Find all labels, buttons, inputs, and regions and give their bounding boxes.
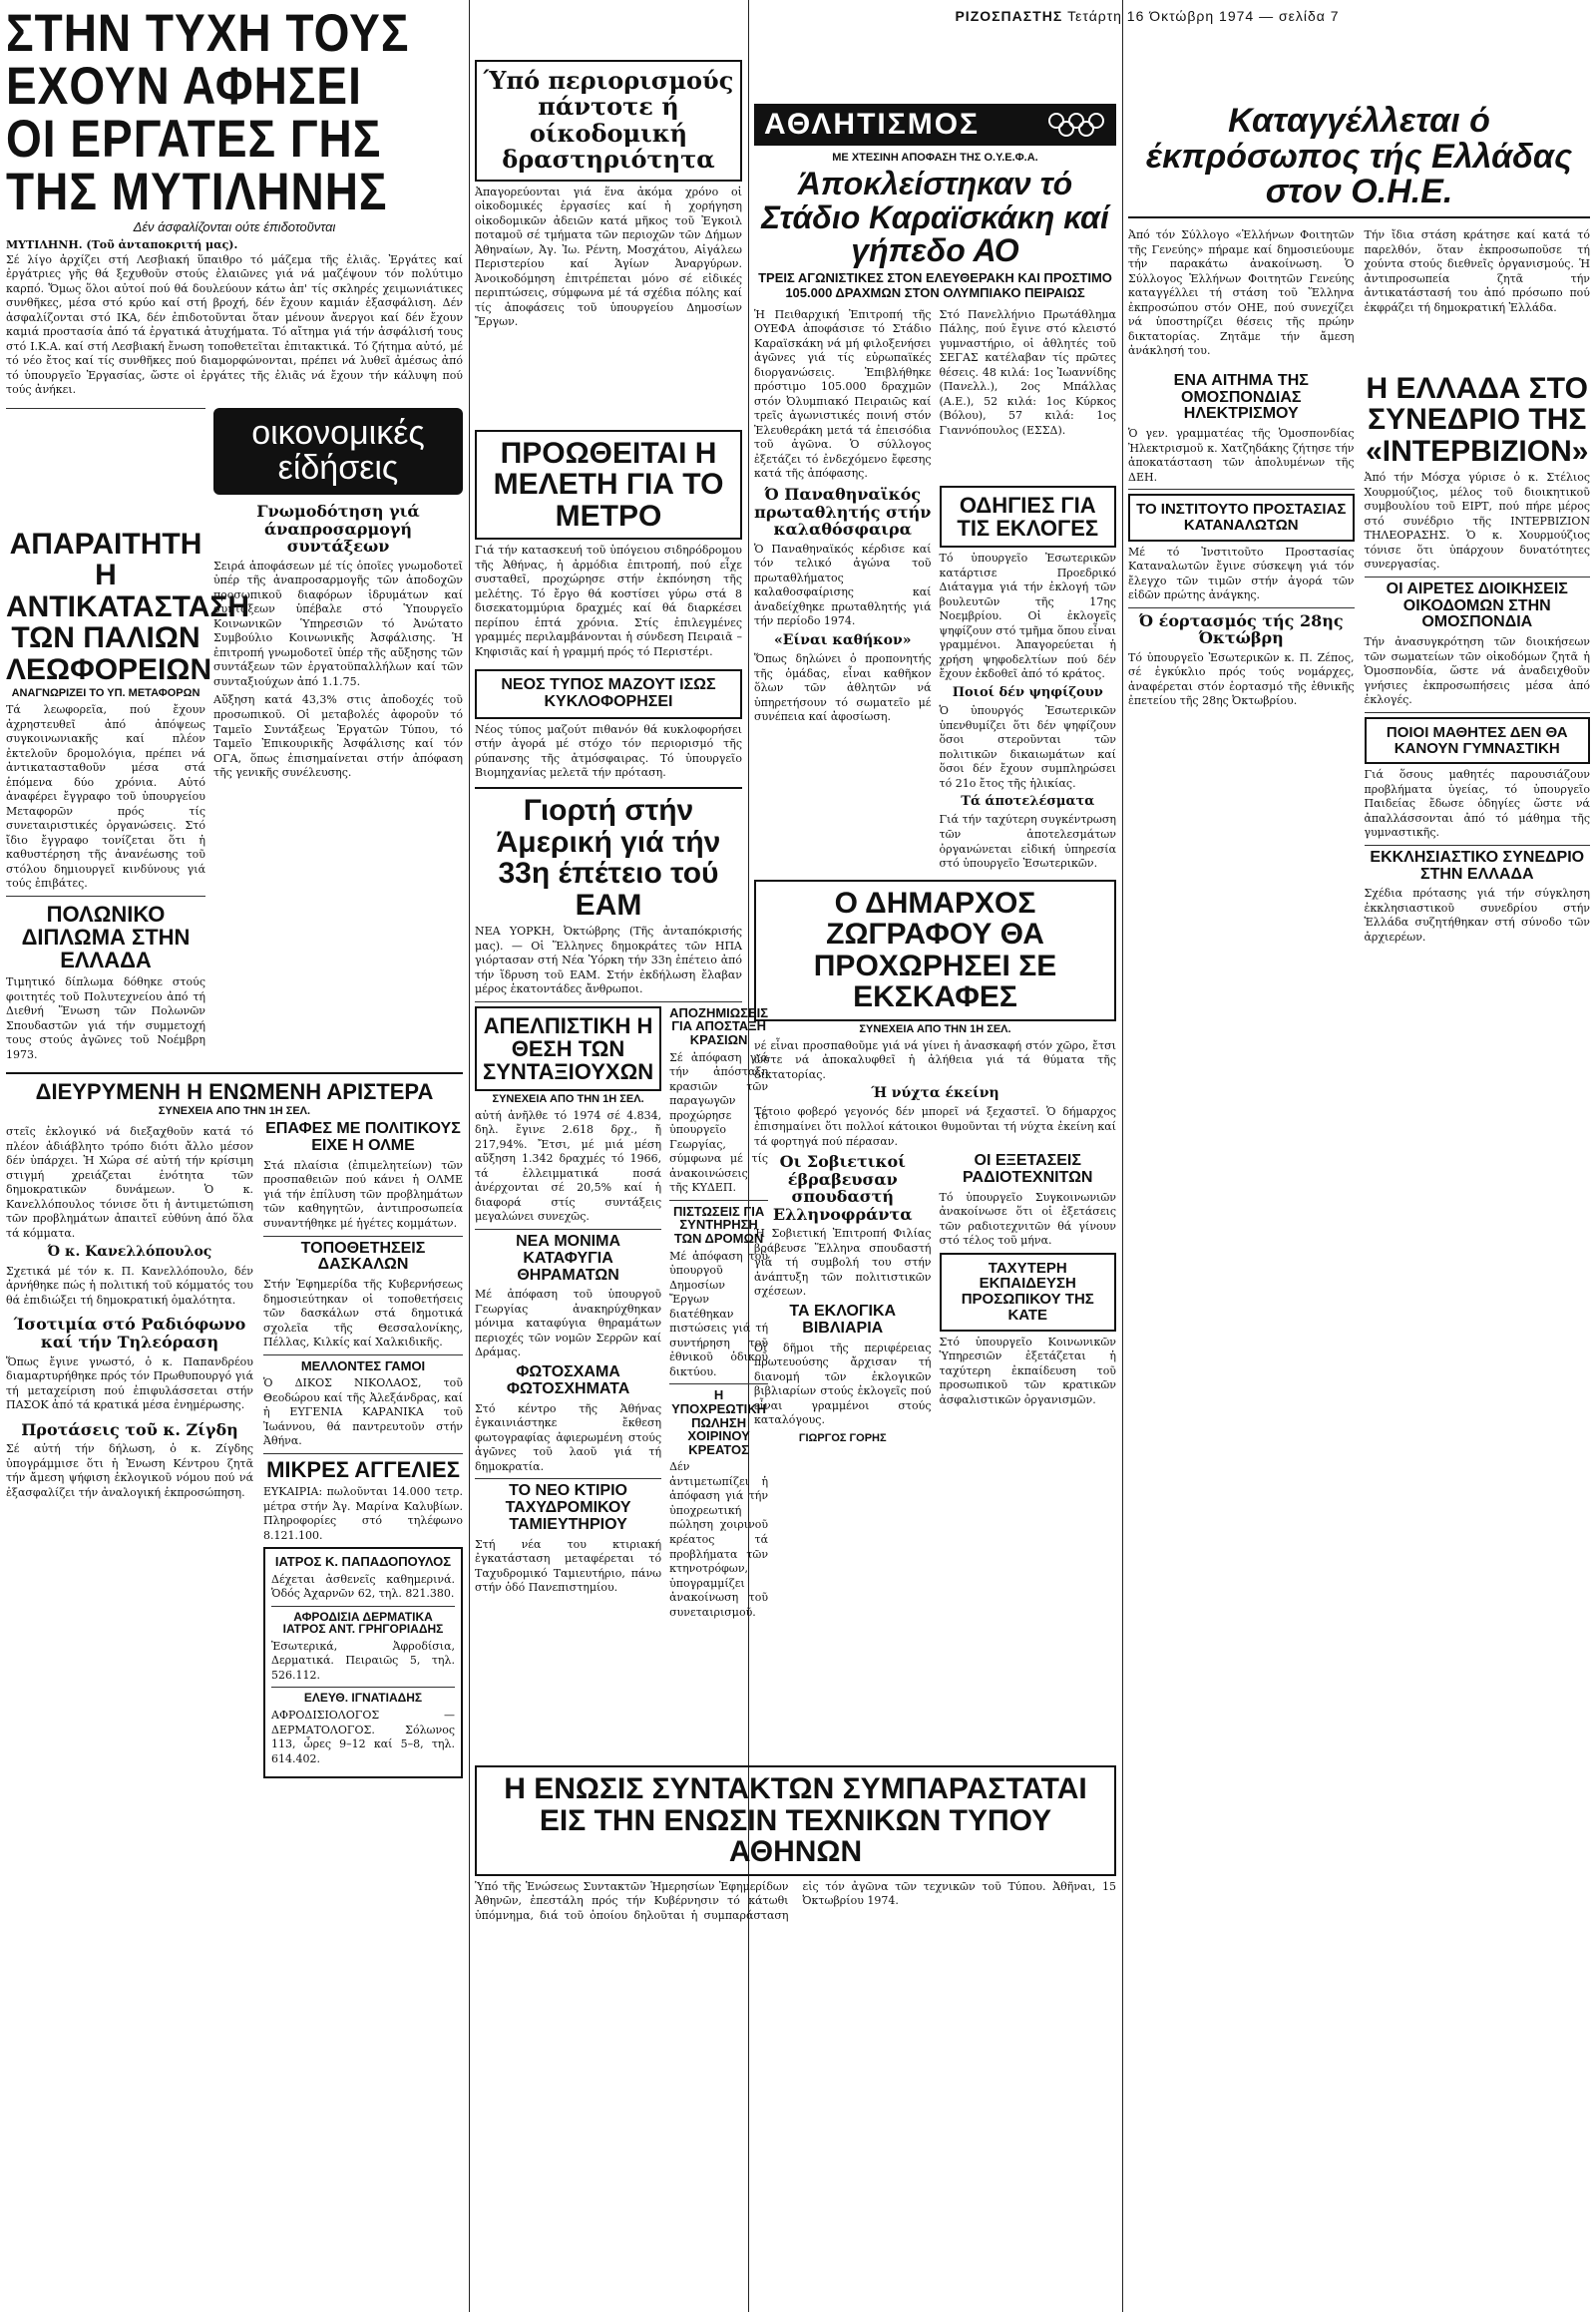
teachers-headline: ΤΟΠΟΘΕΤΗΣΕΙΣ ΔΑΣΚΑΛΩΝ <box>300 1239 426 1274</box>
zigdis-headline: Προτάσεις τοῦ κ. Ζίγδη <box>21 1419 238 1439</box>
soviet-body: Ἡ Σοβιετική Ἐπιτροπή Φιλίας βράβευσε Ἕλληνα σπουδαστή γιά τή συμβολή του στήν ἀνάπτυξη τῶν πολιτιστικῶν σχέσεων. <box>754 1227 932 1299</box>
econ-body-2: Αὔξηση κατά 43,3% στις ἀποδοχές τοῦ προσωπικοῦ. Οἱ μεταβολές ἀφοροῦν τό Ταμεῖο Συντάξεως Ἐργατῶν Τύπου, τό Ταμεῖο Ἐπικουρικῆς Ἀσφάλισης καί τόν ΟΓΑ, ὅπως ἐπισημαίνεται στήν ἀπόφαση τῆς γενικῆς συνέλευσης. <box>213 693 463 780</box>
sports-subhead: ΤΡΕΙΣ ΑΓΩΝΙΣΤΙΚΕΣ ΣΤΟΝ ΕΛΕΥΘΕΡΑΚΗ ΚΑΙ ΠΡΟΣΤΙΜΟ 105.000 ΔΡΑΧΜΩΝ ΣΤΟΝ ΟΛΥΜΠΙΑΚΟ ΠΕΙΡΑΙΩΣ <box>758 269 1112 300</box>
elections-headline: ΟΔΗΓΙΕΣ ΓΙΑ ΤΙΣ ΕΚΛΟΓΕΣ <box>957 492 1099 542</box>
elections-who-vote: Ποιοί δέν ψηφίζουν <box>952 684 1103 700</box>
fuel-body: Νέος τύπος μαζούτ πιθανόν θά κυκλοφορήσει στήν ἀγορά μέ στόχο τόν περιορισμό τῆς ρύπανσης τῆς ἀτμόσφαιρας. Τό ὑπουργεῖο Βιομηχανίας μελετᾶ τήν πρόταση. <box>475 722 742 780</box>
journalists-headline: Η ΕΝΩΣΙΣ ΣΥΝΤΑΚΤΩΝ ΣΥΜΠΑΡΑΣΤΑΤΑΙ ΕΙΣ ΤΗΝ ΕΝΩΣΙΝ ΤΕΧΝΙΚΩΝ ΤΥΠΟΥ ΑΘΗΝΩΝ <box>504 1772 1087 1868</box>
sports-kicker: ΜΕ ΧΤΕΣΙΝΗ ΑΠΟΦΑΣΗ ΤΗΣ Ο.Υ.Ε.Φ.Α. <box>832 152 1038 164</box>
mayor-subhead: Ή νύχτα έκείνη <box>871 1085 999 1102</box>
zigdis-body: Σέ αὐτή τήν δήλωση, ὁ κ. Ζίγδης ὑπογράμμισε ὅτι ἡ Ἑνωση Κέντρου ζητᾶ τήν ἄμεση ψήφιση ἐκλογικοῦ νόμου πού νά ἐξασφαλίζει τήν ἀναλογική ἐκπροσώπηση. <box>6 1442 253 1499</box>
ad-1: ΕΥΚΑΙΡΙΑ: πωλοῦνται 14.000 τετρ. μέτρα στήν Ἀγ. Μαρίνα Καλυβίων. Πληροφορίες στό τηλέφωνο 8.121.100. <box>263 1485 463 1542</box>
ads-headline: ΜΙΚΡΕΣ ΑΓΓΕΛΙΕΣ <box>266 1456 460 1482</box>
sports-banner <box>754 104 1116 146</box>
column-rule <box>1122 0 1123 2312</box>
radiotech-body: Τό ὑπουργεῖο Συγκοινωνιῶν ἀνακοίνωσε ὅτι οἱ ἐξετάσεις τῶν ραδιοτεχνιτῶν θά γίνουν στό τέλος τοῦ μήνα. <box>939 1190 1116 1248</box>
metro-box <box>475 430 742 541</box>
column-rule <box>469 0 470 2312</box>
ad-4-title: ΕΛΕΥΘ. ΙΓΝΑΤΙΑΔΗΣ <box>303 1691 423 1706</box>
builders-headline: ΟΙ ΑΙΡΕΤΕΣ ΔΙΟΙΚΗΣΕΙΣ ΟΙΚΟΔΟΜΩΝ ΣΤΗΝ ΟΜΟΣΠΟΝΔΙΑ <box>1386 579 1568 631</box>
pension-body: αὐτή ἀνῆλθε τό 1974 σέ 4.834, δηλ. ἔγινε 2.618 δρχ., ἤ 217,94%. Ἔτσι, μέ μιά μέση αὔξηση 1.342 δραχμές τό 1966, τά ἐλλειμματικά ποσά ἀνέρχονται σέ 20,5% καί ἡ διαφορά στίς συντάξεις μεγαλώνει συνεχῶς. <box>475 1108 662 1224</box>
olme-body: Στά πλαίσια (ἐπιμελητείων) τῶν προσπαθειῶν πού κάνει ἡ ΟΛΜΕ γιά τήν ἐπίλυση τῶν προβλημάτων τῶν καθηγητῶν, ἀντιπροσωπεία συναντήθηκε μέ ἡγέτες κομμάτων. <box>263 1158 463 1230</box>
mayor-kicker: ΣΥΝΕΧΕΙΑ ΑΠΟ ΤΗΝ 1Η ΣΕΛ. <box>859 1022 1011 1035</box>
construction-body: Ἀπαγορεύονται γιά ἕνα ἀκόμα χρόνο οἱ οἰκοδομικές ἐργασίες καί ἡ χορήγηση οἰκοδομικῶν ἀδειῶν κατά μῆκος τοῦ Ἐγκοιλ ποταμοῦ σέ τμήματα τῶν περιοχῶν τῶν Δήμων Ἀθηναίων, Ἀγ. Ἰω. Ρέντη, Μοσχάτου, Αἰγάλεω Περιστερίου καί Ἁγίων Ἀναργύρων. Ἀνοικοδόμηση ἐπιτρέπεται μόνο σέ εἰδικές περιπτώσεις, σύμφωνα μέ τά σχέδια πόλης καί τίς ἀποφάσεις τοῦ ὑπουργείου Δημοσίων Ἔργων. <box>475 185 742 329</box>
radio-headline: Ίσοτιμία στό Ραδιόφωνο καί τήν Τηλεόραση <box>13 1315 246 1351</box>
date-line: Τετάρτη 16 Όκτώβρη 1974 — σελίδα 7 <box>1067 8 1340 24</box>
left-body-2: Σχετικά μέ τόν κ. Π. Κανελλόπουλο, δέν ἀρνήθηκε πώς ἡ πολιτική τοῦ κόμματός του θά ἐπιδιώξει τή δημοκρατική ὁμαλότητα. <box>6 1264 253 1307</box>
mayor-box <box>754 880 1116 1021</box>
poland-body: Τιμητικό δίπλωμα δόθηκε στούς φοιτητές τοῦ Πολυτεχνείου ἀπό τή Διεθνή Ἕνωση τῶν Πολωνῶν Σπουδαστῶν γιά τήν συμμετοχή τους στούς ἀγῶνες τοῦ Νοέμβρη 1973. <box>6 975 205 1061</box>
sports-banner-label: ΑΘΛΗΤΙΣΜΟΣ <box>764 108 981 141</box>
construction-box <box>475 60 742 182</box>
booklets-body: Οἱ δῆμοι τῆς περιφέρειας πρωτευούσης ἄρχισαν τή διανομή τῶν ἐκλογικῶν βιβλιαρίων στούς ἐκλογεῖς πού εἶναι γραμμένοι στούς καταλόγους. <box>754 1341 932 1427</box>
soviet-headline: Οι Σοβιετικοί έβραβευσαν σπουδαστή Ελληνοφράντα <box>772 1152 913 1224</box>
left-body: στεῖς ἐκλογικό νά διεξαχθοῦν κατά τό πλέον ἀδιάβλητο τρόπο διότι ἄλλο μέσον δέν ὑπάρχει. Ἡ Χώρα σέ αὐτή τήν κρίσιμη στιγμή χρειάζεται ἑνότητα τῶν δημοκρατικῶν δυνάμεων. Ὁ κ. Κανελλόπουλος τόνισε ὅτι ἡ ἀντιμετώπιση τῶν προβλημάτων ἀπαιτεῖ εὐθύνη ἀπό ὅλα τά κόμματα. <box>6 1125 253 1240</box>
left-subcolumn <box>6 404 250 1067</box>
ad-4: ΑΦΡΟΔΙΣΙΟΛΟΓΟΣ — ΔΕΡΜΑΤΟΛΟΓΟΣ. Σόλωνος 113, ὧρες 9–12 καί 5–8, τηλ. 614.402. <box>271 1709 455 1765</box>
kate-body: Στό ὑπουργεῖο Κοινωνικῶν Ὑπηρεσιῶν ἐξετάζεται ἡ ταχύτερη ἐκπαίδευση τοῦ προσωπικοῦ τῶν κρατικῶν ἀσφαλιστικῶν ὀργανισμῶν. <box>939 1335 1116 1406</box>
right-column <box>1128 0 1590 950</box>
lead-subhead: Δέν άσφαλίζονται ούτε έπιδοτοῦνται <box>133 219 336 234</box>
ad-3: Ἐσωτερικά, Ἀφροδίσια, Δερματικά. Πειραιῶς 5, τηλ. 526.112. <box>271 1639 455 1682</box>
savings-headline: ΤΟ ΝΕΟ ΚΤΙΡΙΟ ΤΑΧΥΔΡΟΜΙΚΟΥ ΤΑΜΙΕΥΤΗΡΙΟΥ <box>505 1482 631 1533</box>
basketball-headline: Ό Παναθηναϊκός πρωταθλητής στήν καλαθόσφαιρα <box>754 484 932 540</box>
left-kicker: ΣΥΝΕΧΕΙΑ ΑΠΟ ΤΗΝ 1Η ΣΕΛ. <box>158 1105 311 1118</box>
left-byline: Ό κ. Κανελλόπουλος <box>47 1244 212 1261</box>
game-reserve-headline: ΝΕΑ ΜΟΝΙΜΑ ΚΑΤΑΦΥΓΙΑ ΘΗΡΑΜΑΤΩΝ <box>516 1232 620 1284</box>
economic-news-banner: οικονομικές είδήσεις <box>213 408 463 495</box>
fuel-box <box>475 669 742 719</box>
gym-headline: ΠΟΙΟΙ ΜΑΘΗΤΕΣ ΔΕΝ ΘΑ ΚΑΝΟΥΝ ΓΥΜΝΑΣΤΙΚΗ <box>1386 723 1568 757</box>
sports-body-2: Στό Πανελλήνιο Πρωτάθλημα Πάλης, πού ἔγινε στό κλειστό γυμναστήριο, οἱ ἀθλητές τοῦ ΣΕΓΑΣ κατέλαβαν τίς πρῶτες θέσεις. 48 κιλά: 1ος Ἰωαννίδης (Πανελλ.), 2ος Μπάλλας (Α.Ε.), 52 κιλά: 1ος Κύρκος (Βόλου), 57 κιλά: 1ος Γιαννόπουλος (ΕΣΣΔ). <box>939 307 1116 437</box>
buses-headline: ΑΠΑΡΑΙΤΗΤΗ Η ΑΝΤΙΚΑΤΑΣΤΑΣΗ ΤΩΝ ΠΑΛΙΩΝ ΛΕΩΦΟΡΕΙΩΝ <box>6 527 250 686</box>
eam-body: ΝΕΑ ΥΟΡΚΗ, Ὀκτώβρης (Τῆς ἀνταπόκρισής μας). — Οἱ Ἕλληνες δημοκράτες τῶν ΗΠΑ γιόρτασαν στή Νέα Ὑόρκη τήν 33η ἐπέτειο ἀπό τήν ἵδρυση τοῦ ΕΑΜ. Στήν ἐκδήλωση ἔλαβαν μέρος ἑκατοντάδες ἄνθρωποι. <box>475 925 742 996</box>
construction-headline: Ύπό περιορισμούς πάντοτε ή οίκοδομική δραστηριότητα <box>483 66 734 175</box>
econ-body: Σειρά ἀποφάσεων μέ τίς ὁποῖες γνωμοδοτεῖ ὑπέρ τῆς ἀναπροσαρμογῆς τῶν ἀποδοχῶν προσωπικοῦ διαφόρων ἱδρυμάτων καί συντάξεων ὑπέβαλε στό Ὑπουργεῖο Κοινωνικῶν Ὑπηρεσιῶν τό Ἀνώτατο Συμβούλιο Κοινωνικῆς Ἀσφάλισης. Ἡ ἐπιτροπή γνωμοδοτεῖ ὑπέρ τῆς αὔξησης τῶν συντάξεων τῶν ἐργατοϋπαλλήλων καί τῶν συνταξιούχων ἀπό 1.1.75. <box>213 559 463 688</box>
feast-headline: Ό έορτασμός τής 28ης Όκτώβρη <box>1138 610 1344 648</box>
left-column <box>6 0 463 1782</box>
eam-headline: Γιορτή στήν Άμερική γιά τήν 33η έπέτειο τού ΕΑΜ <box>496 794 721 922</box>
pension-kicker: ΣΥΝΕΧΕΙΑ ΑΠΟ ΤΗΝ 1Η ΣΕΛ. <box>492 1092 644 1105</box>
ad-box <box>263 1547 463 1778</box>
un-headline: Καταγγέλλεται ό έκπρόσωπος τής Ελλάδας στον Ο.Η.Ε. <box>1145 102 1573 211</box>
elections-body-2: Ὁ ὑπουργός Ἐσωτερικῶν ὑπενθυμίζει ὅτι δέν ψηφίζουν ὅσοι στεροῦνται τῶν πολιτικῶν δικαιωμάτων καί ὅσοι δέν ἔχουν συμπληρώσει τό 21ο ἔτος τῆς ἡλικίας. <box>939 704 1116 790</box>
savings-body: Στή νέα του κτιριακή ἐγκατάσταση μεταφέρεται τό Ταχυδρομικό Ταμιευτήριο, πάνω στήν ὁδό Πανεπιστημίου. <box>475 1537 662 1595</box>
sports-headline: Άποκλείστηκαν τό Στάδιο Καραϊσκάκη καί γήπεδο ΑΟ <box>761 166 1109 269</box>
pension-headline: ΑΠΕΛΠΙΣΤΙΚΗ Η ΘΕΣΗ ΤΩΝ ΣΥΝΤΑΞΙΟΥΧΩΝ <box>483 1012 654 1084</box>
kate-box <box>940 1253 1117 1332</box>
kate-headline: ΤΑΧΥΤΕΡΗ ΕΚΠΑΙΔΕΥΣΗ ΠΡΟΣΩΠΙΚΟΥ ΤΗΣ ΚΑΤΕ <box>961 1259 1094 1324</box>
pork-headline: Η ΥΠΟΧΡΕΩΤΙΚΗ ΠΩΛΗΣΗ ΧΟΙΡΙΝΟΥ ΚΡΕΑΤΟΣ <box>671 1387 767 1457</box>
radio-body: Ὅπως ἔγινε γνωστό, ὁ κ. Παπανδρέου διαμαρτυρήθηκε πρός τόν Πρωθυπουργό γιά τή μεταχείριση πού ἐπιφυλάσσεται στήν ΠΑΣΟΚ ἀπό τά κρατικά μέσα ἐνημέρωσης. <box>6 1354 253 1412</box>
paper-name: ΡΙΖΟΣΠΑΣΤΗΣ <box>955 8 1063 24</box>
middle-column <box>475 0 769 1624</box>
church-body: Σχέδια πρότασης γιά τήν σύγκληση ἐκκλησιαστικοῦ συνεδρίου στήν Ἑλλάδα συζητήθηκαν στή σύνοδο τῶν ἀρχιερέων. <box>1364 887 1590 944</box>
elections-box <box>940 486 1117 548</box>
ad-2-title: ΙΑΤΡΟΣ Κ. ΠΑΠΑΔΟΠΟΥΛΟΣ <box>274 1554 452 1570</box>
lead-body: Σέ λίγο ἀρχίζει στή Λεσβιακή ὕπαιθρο τό μάζεμα τῆς ἐλιᾶς. Ἐργάτες καί ἐργάτριες γῆς θά ξεχυθοῦν στούς ἐλαιῶνες γιά νά μαζέψουν τόν πολύτιμο καρπό. Ὅμως ὅλοι αὐτοί πού θά δουλεύουν κάτω ἀπ' τίς σκληρές χειμωνιάτικες συνθῆκες, μέσα στό κρύο καί στή βροχή, δέν ἔχουν καμιάν ἐξασφάλιση. Δέν ἀσφαλίζονται στό ΙΚΑ, δέν ἐπιδοτοῦνται ὅταν μένουν ἄνεργοι καί δέν ἔχουν καμιά προστασία ἀπό τά ἐργατικά ἀτυχήματα. Τό αἴτημα γιά τήν ἀσφάλισή τους στό Ι.Κ.Α. καί στή Λεσβιακή ἔνωση τοποθετεῖται ἐπιτακτικά. Τό ζήτημα αὐτό, μέ τό νέο ἔτος καί τίς συνθῆκες πού διαμορφώνονται, πρέπει νά λυθεῖ ἀμέσως ἀπό τό ὑπουργεῖο Ἐργασίας, ὥστε οἱ ἐργάτες τῆς ἐλιᾶς νά ἔχουν τήν κάλυψη πού τούς ἀνήκει. <box>6 252 463 397</box>
duty-headline: «Είναι καθήκον» <box>774 631 912 648</box>
lead-article <box>6 238 463 398</box>
fuel-headline: ΝΕΟΣ ΤΥΠΟΣ ΜΑΖΟΥΤ ΙΣΩΣ ΚΥΚΛΟΦΟΡΗΣΕΙ <box>501 676 716 711</box>
weddings-headline: ΜΕΛΛΟΝΤΕΣ ΓΑΜΟΙ <box>300 1357 426 1373</box>
duty-body: Ὅπως δηλώνει ὁ προπονητής τῆς ὁμάδας, εἶναι καθῆκον ὅλων τῶν ἀθλητῶν νά ὑπηρετήσουν τό σωματεῖο μέ συνέπεια καί ἀφοσίωση. <box>754 652 932 724</box>
pork-body: Δέν ἀντιμετωπίζει ἡ ἀπόφαση γιά τήν ὑποχρεωτική πώληση χοιρινοῦ κρέατος τά προβλήματα τῶν κτηνοτρόφων, ὑπογραμμίζει ἀνακοίνωση τοῦ συνεταιρισμοῦ. <box>669 1460 769 1619</box>
roads-body: Μέ ἀπόφαση τοῦ ὑπουργοῦ Δημοσίων Ἔργων διατέθηκαν πιστώσεις γιά τή συντήρηση τοῦ ἐθνικοῦ ὁδικοῦ δικτύου. <box>669 1249 769 1378</box>
wine-headline: ΑΠΟΖΗΜΙΩΣΕΙΣ ΓΙΑ ΑΠΟΣΤΑΞΗ ΚΡΑΣΙΩΝ <box>669 1004 769 1047</box>
journalists-box <box>475 1765 1116 1876</box>
pension-box <box>475 1006 661 1091</box>
consumers-box <box>1128 494 1355 542</box>
booklets-headline: ΤΑ ΕΚΛΟΓΙΚΑ ΒΙΒΛΙΑΡΙΑ <box>789 1302 897 1337</box>
basketball-body: Ὁ Παναθηναϊκός κέρδισε καί τόν τελικό ἀγώνα τοῦ πρωταθλήματος καλαθοσφαίρισης καί ἀναδείχθηκε πρωταθλητής γιά τήν περίοδο 1974. <box>754 542 932 628</box>
electricity-body: Ὁ γεν. γραμματέας τῆς Ὁμοσπονδίας Ἠλεκτρισμοῦ κ. Χατζηδάκης ζήτησε τήν ἀποκατάσταση τῶν ἀπολυμένων τῆς ΔΕΗ. <box>1128 427 1355 484</box>
journalists-block <box>475 1765 1116 1927</box>
un-body-2: Τήν ἴδια στάση κράτησε καί κατά τό παρελθόν, ὅταν ἐκπροσωποῦσε τή χούντα στούς διεθνεῖς ὀργανισμούς. Ἡ ἀντιπροσωπεία ζητᾶ τήν ἀντικατάστασή του ἀπό πρόσωπο πού ἐκφράζει τή δημοκρατική Ἑλλάδα. <box>1364 228 1590 314</box>
intervision-headline: Η ΕΛΛΑΔΑ ΣΤΟ ΣΥΝΕΔΡΙΟ ΤΗΣ «ΙΝΤΕΡΒΙΖΙΟΝ» <box>1366 371 1589 468</box>
teachers-body: Στήν Ἐφημερίδα τῆς Κυβερνήσεως δημοσιεύτηκαν οἱ τοποθετήσεις τῶν δασκάλων στά δημοτικά σχολεῖα τῆς Θεσσαλονίκης, Πέλλας, Κιλκίς καί Χαλκιδικῆς. <box>263 1278 463 1349</box>
sports-body: Ἡ Πειθαρχική Ἐπιτροπή τῆς ΟΥΕΦΑ ἀποφάσισε τό Στάδιο Καραϊσκάκη νά μή φιλοξενήσει ἀγῶνες γιά τίς εὐρωπαϊκές διοργανώσεις. Ἐπιβλήθηκε πρόστιμο 105.000 δραχμῶν στόν Ὀλυμπιακό Πειραιῶς καί τρεῖς ἀγωνιστικές ποινή στόν Ἐλευθεράκη μετά τά ἐπεισόδια τοῦ ἀγῶνα. Ὁ σύλλογος ἐξετάζει τό ἐνδεχόμενο ἔφεσης κατά τῆς ἀπόφασης. <box>754 307 932 481</box>
journalists-body: Ὑπό τῆς Ἑνώσεως Συντακτῶν Ἡμερησίων Ἐφημερίδων Ἀθηνῶν, ἐπεστάλη πρός τήν Κυβέρνησιν τό κάτωθι ὑπόμνημα, διά τοῦ ὁποίου δηλοῦται ἡ συμπαράσταση εἰς τόν ἀγῶνα τῶν τεχνικῶν τοῦ Τύπου. Ἀθῆναι, 15 Ὀκτωβρίου 1974. <box>475 1879 1116 1922</box>
econ-headline: Γνωμοδότηση γιά άναπροσαρμογή συντάξεων <box>256 502 420 557</box>
builders-body: Τήν ἀνασυγκρότηση τῶν διοικήσεων τῶν σωματείων τῶν οἰκοδόμων ζητᾶ ἡ Ὁμοσπονδία, ὥστε νά ἀναδειχθοῦν γνήσιες ἐκπροσωπήσεις μέσα ἀπό ἐκλογές. <box>1364 635 1590 707</box>
feast-body: Τό ὑπουργεῖο Ἐσωτερικῶν κ. Π. Ζέπος, σέ ἐγκύκλιο πρός τούς νομάρχες, ἀναφέρεται στόν ἑορτασμό τῆς ἐθνικῆς ἐπετείου τῆς 28ης Ὀκτωβρίου. <box>1128 650 1355 708</box>
ad-3-title: ΑΦΡΟΔΙΣΙΑ ΔΕΡΜΑΤΙΚΑ ΙΑΤΡΟΣ ΑΝΤ. ΓΡΗΓΟΡΙΑΔΗΣ <box>282 1609 444 1637</box>
buses-body: Τά λεωφορεῖα, πού ἔχουν ἀχρηστευθεῖ ἀπό ἀπόψεως συγκοινωνιακῆς καί πλέον ἐκτελοῦν δρομολόγια, πρέπει νά ἀντικατασταθοῦν μέσα στά ἑπόμενα δύο χρόνια. Αὐτό ἀναφέρει ἔγγραφο τοῦ ὑπουργείου Μεταφορῶν πρός τίς συνεταιριστικές ὀργανώσεις. Στό ἴδιο ἔγγραφο τονίζεται ὅτι ἡ καθυστέρηση τῆς ἀνανέωσης τοῦ στόλου δημιουργεῖ κινδύνους γιά τούς ἐπιβάτες. <box>6 703 205 891</box>
econ-block <box>213 404 463 1067</box>
weddings-body: Ὁ ΔΙΚΟΣ ΝΙΚΟΛΑΟΣ, τοῦ Θεοδώρου καί τῆς Ἀλεξάνδρας, καί ἡ ΕΥΓΕΝΙΑ ΚΑΡΑΝΙΚΑ τοῦ Ἰωάννου, θά παντρευτοῦν στήν Ἀθήνα. <box>263 1376 463 1448</box>
metro-body: Γιά τήν κατασκευή τοῦ ὑπόγειου σιδηρόδρομου τῆς Ἀθήνας, ἡ ἀρμόδια ἐπιτροπή, πού εἶχε συσταθεῖ, προχώρησε στήν ἐκπόνηση τῆς μελέτης. Τό ἔργο θά κοστίσει γύρω στά 8 δισεκατομμύρια δραχμές καί θά διαρκέσει περίπου ἑπτά χρόνια. Στίς ἐπιλεγμένες γραμμές περιλαμβάνονται ἡ σύνδεση Πειραιᾶ – Κηφισιᾶς καί ἡ γραμμή πρός τό Περιστέρι. <box>475 544 742 658</box>
lead-headline-2: ΟΙ ΕΡΓΑΤΕΣ ΓΗΣ ΤΗΣ ΜΥΤΙΛΗΝΗΣ <box>6 108 388 221</box>
gym-box <box>1365 717 1591 765</box>
elections-body: Τό ὑπουργεῖο Ἐσωτερικῶν κατάρτισε Προεδρικό Διάταγμα γιά τήν ἐκλογή τῶν βουλευτῶν τῆς 17ης Νοεμβρίου. Οἱ ἐκλογεῖς ψηφίζουν στό τμῆμα ὅπου εἶναι γραμμένοι. Ἀπαγορεύεται ἡ χρήση ψηφοδελτίων πού δέν ἔχουν ἐκδοθεῖ ἀπό τό κράτος. <box>939 552 1116 681</box>
consumers-headline: ΤΟ ΙΝΣΤΙΤΟΥΤΟ ΠΡΟΣΤΑΣΙΑΣ ΚΑΤΑΝΑΛΩΤΩΝ <box>1136 501 1347 534</box>
intervision-body: Ἀπό τήν Μόσχα γύρισε ὁ κ. Στέλιος Χουρμούζιος, μέλος τοῦ διοικητικοῦ συμβουλίου τοῦ ΕΙΡΤ, πού πήρε μέρος στό συνέδριο τῆς ΙΝΤΕΡΒΙΖΙΟΝ ΤΗΛΕΟΡΑΣΗΣ. Ὁ κ. Χουρμούζιος τόνισε ὅτι ὑπάρχουν δυνατότητες συνεργασίας. <box>1364 471 1590 572</box>
un-body: Ἀπό τόν Σύλλογο «Ἑλλήνων Φοιτητῶν τῆς Γενεύης» πήραμε καί δημοσιεύουμε τήν παρακάτω ἀνακοίνωση. Ὁ Σύλλογος Ἑλλήνων Φοιτητῶν Γενεύης καταγγέλλει τή στάση τοῦ Ἕλληνα ἐκπροσώπου στόν ΟΗΕ, πού συνεχίζει νά ὑποστηρίζει θέσεις τῆς πρώην δικτατορίας. Ζητᾶμε τήν ἄμεση ἀνάκλησή του. <box>1128 228 1355 358</box>
poland-headline: ΠΟΛΩΝΙΚΟ ΔΙΠΛΩΜΑ ΣΤΗΝ ΕΛΛΑΔΑ <box>21 901 191 973</box>
church-headline: ΕΚΚΛΗΣΙΑΣΤΙΚΟ ΣΥΝΕΔΡΙΟ ΣΤΗΝ ΕΛΛΑΔΑ <box>1370 848 1585 883</box>
elections-results: Τά άποτελέσματα <box>961 794 1095 810</box>
game-reserve-body: Μέ ἀπόφαση τοῦ ὑπουργοῦ Γεωργίας ἀνακηρύχθηκαν μόνιμα καταφύγια θηραμάτων περιοχές τῶν νομῶν Σερρῶν καί Δράμας. <box>475 1288 662 1359</box>
olympic-rings-icon <box>1046 111 1106 139</box>
electricity-headline: ΕΝΑ ΑΙΤΗΜΑ ΤΗΣ ΟΜΟΣΠΟΝΔΙΑΣ ΗΛΕΚΤΡΙΣΜΟΥ <box>1173 371 1309 423</box>
photo-headline: ΦΩΤΟΣΧΑΜΑ ΦΩΤΟΣΧΗΜΑΤΑ <box>506 1362 630 1397</box>
metro-headline: ΠΡΟΩΘΕΙΤΑΙ Η ΜΕΛΕΤΗ ΓΙΑ ΤΟ ΜΕΤΡΟ <box>493 436 724 533</box>
olme-headline: ΕΠΑΦΕΣ ΜΕ ΠΟΛΙΤΙΚΟΥΣ ΕΙΧΕ Η ΟΛΜΕ <box>265 1120 461 1155</box>
booklets-byline: ΓΙΩΡΓΟΣ ΓΟΡΗΣ <box>798 1431 887 1444</box>
lead-headline-1: ΣΤΗΝ ΤΥΧΗ ΤΟΥΣ ΕΧΟΥΝ ΑΦΗΣΕΙ <box>6 2 410 116</box>
mayor-headline: Ο ΔΗΜΑΡΧΟΣ ΖΩΓΡΑΦΟΥ ΘΑ ΠΡΟΧΩΡΗΣΕΙ ΣΕ ΕΚΣΚΑΦΕΣ <box>813 886 1057 1014</box>
mayor-body: νέ εἶναι προσπαθοῦμε γιά νά γίνει ἡ ἀνασκαφή στόν χῶρο, ἔτσι ὥστε νά ἀποκαλυφθεῖ ἡ ἀλήθεια γιά τά θύματα τῆς δικτατορίας. <box>754 1038 1116 1081</box>
mayor-body-2: Τέτοιο φοβερό γεγονός δέν μπορεῖ νά ξεχαστεῖ. Ὁ δήμαρχος ἐπισημαίνει ὅτι πολλοί κάτοικοι θυμοῦνται τή νύχτα ἐκείνη καί τά φορτηγά πού πέρασαν. <box>754 1105 1116 1148</box>
wine-body: Σέ ἀπόφαση γιά τήν ἀπόσταξη κρασιῶν τῶν παραγωγῶν προχώρησε τό ὑπουργεῖο Γεωργίας, σύμφωνα μέ τίς ἀνακοινώσεις τῆς ΚΥΔΕΠ. <box>669 1050 769 1195</box>
photo-body: Στό κέντρο τῆς Ἀθήνας ἐγκαινιάστηκε ἔκθεση φωτογραφίας ἀφιερωμένη στούς ἀγῶνες τοῦ λαοῦ γιά τή δημοκρατία. <box>475 1401 662 1473</box>
roads-headline: ΠΙΣΤΩΣΕΙΣ ΓΙΑ ΣΥΝΤΗΡΗΣΗ ΤΩΝ ΔΡΟΜΩΝ <box>672 1203 765 1246</box>
left-headline: ΔΙΕΥΡΥΜΕΝΗ Η ΕΝΩΜΕΝΗ ΑΡΙΣΤΕΡΑ <box>35 1079 434 1105</box>
elections-body-3: Γιά τήν ταχύτερη συγκέντρωση τῶν ἀποτελεσμάτων ὀργανώνεται εἰδική ὑπηρεσία στό ὑπουργεῖο Ἐσωτερικῶν. <box>939 813 1116 871</box>
lead-dateline: ΜΥΤΙΛΗΝΗ. (Τοῦ ἀνταποκριτή μας). <box>6 238 238 251</box>
consumers-body: Μέ τό Ἰνστιτοῦτο Προστασίας Καταναλωτῶν ἔγινε σύσκεψη γιά τόν ἔλεγχο τῶν τιμῶν στήν ἀγορά τῶν εἰδῶν πρώτης ἀνάγκης. <box>1128 545 1355 602</box>
gym-body: Γιά ὅσους μαθητές παρουσιάζουν προβλήματα ὑγείας, τό ὑπουργεῖο Παιδείας ἔδωσε ὁδηγίες ὥστε νά ἀπαλλάσσονται ἀπό τό μάθημα τῆς γυμναστικῆς. <box>1364 768 1590 840</box>
radiotech-headline: ΟΙ ΕΞΕΤΑΣΕΙΣ ΡΑΔΙΟΤΕΧΝΙΤΩΝ <box>963 1152 1093 1186</box>
buses-kicker: ΑΝΑΓΝΩΡΙΖΕΙ ΤΟ ΥΠ. ΜΕΤΑΦΟΡΩΝ <box>11 687 200 700</box>
ad-2: Δέχεται ἀσθενεῖς καθημερινά. Ὁδός Ἀχαρνῶν 62, τηλ. 821.380. <box>271 1572 455 1601</box>
